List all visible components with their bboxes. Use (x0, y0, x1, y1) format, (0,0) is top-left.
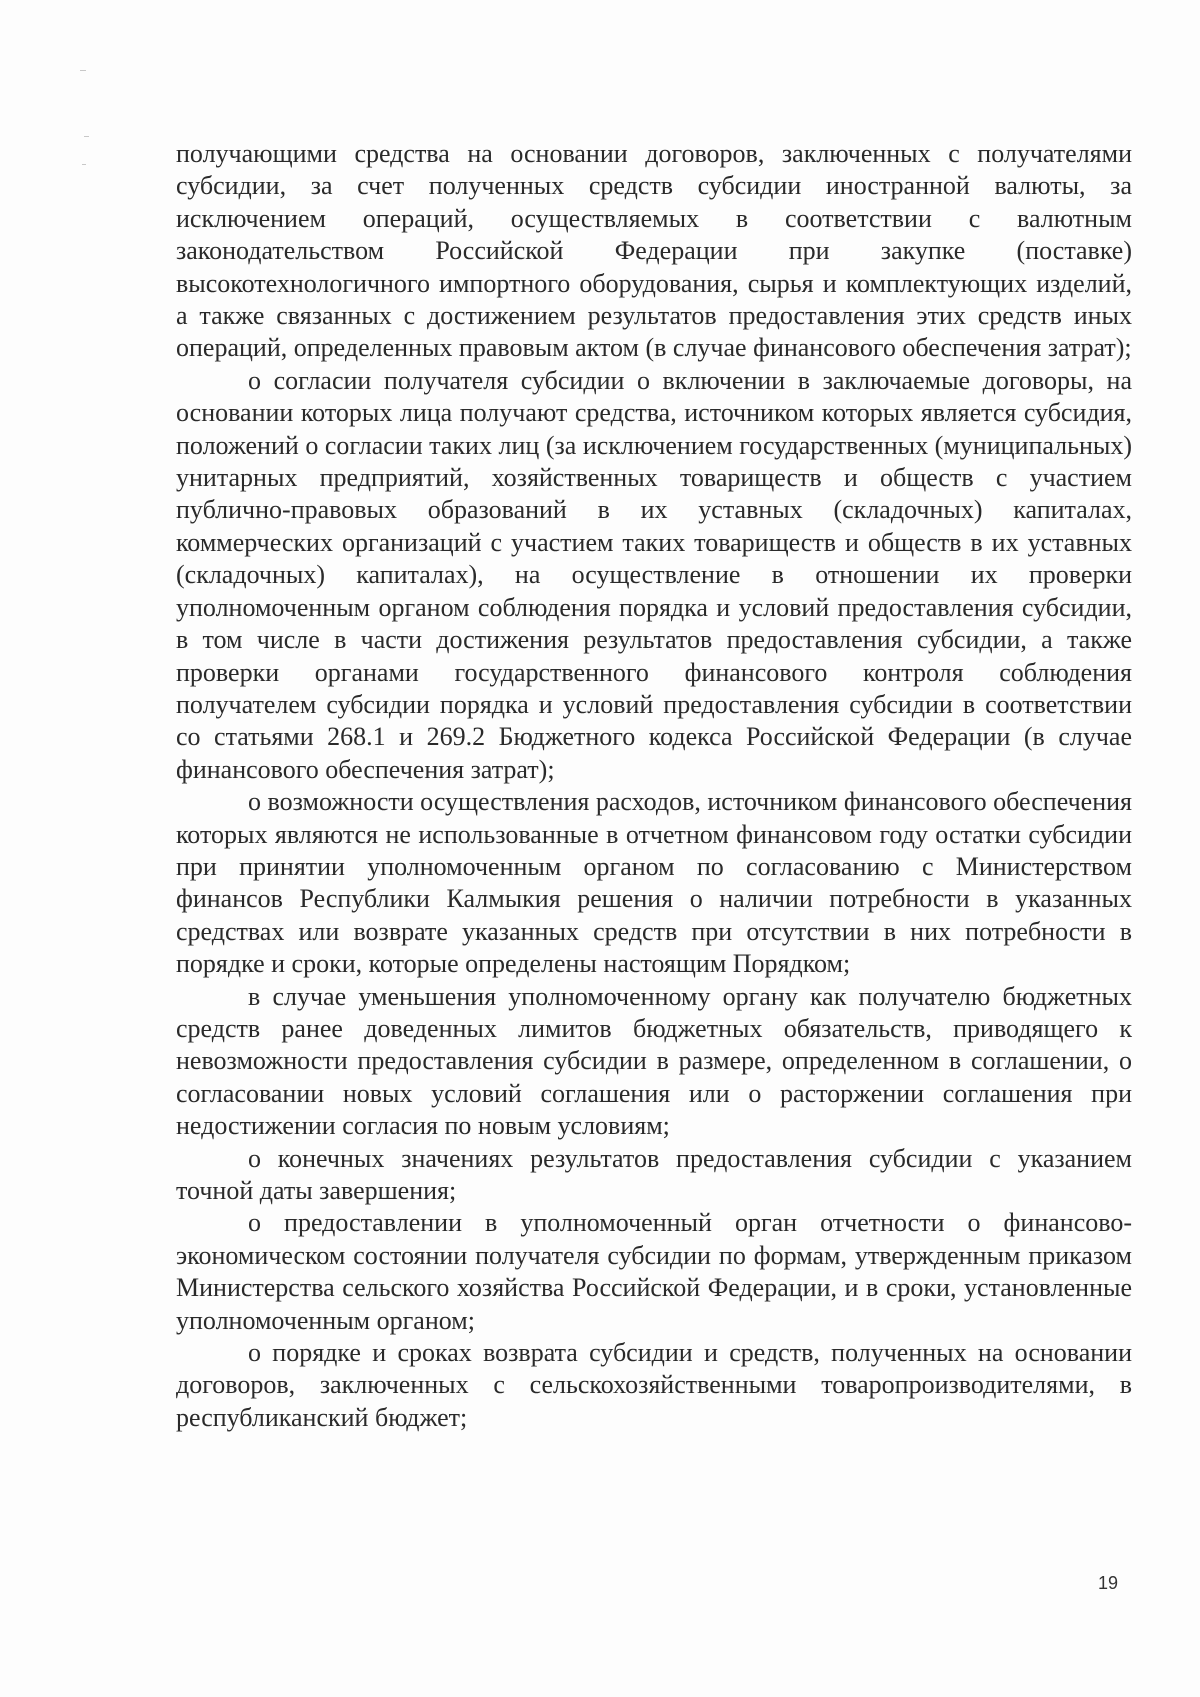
document-body (176, 138, 1132, 1434)
paragraph-6: о предоставлении в уполномоченный орган отчетности о финансово-экономическом состоянии получателя субсидии по формам, утвержденным приказом Министерства сельского хозяйства Российской Федерации, и в сроки, установленные уполномоченным органом; (176, 1208, 1132, 1335)
scan-artifact (82, 164, 86, 165)
paragraph-4: в случае уменьшения уполномоченному органу как получателю бюджетных средств ранее доведенных лимитов бюджетных обязательств, приводящего к невозможности предоставления субсидии в размере, определенном в соглашении, о согласовании новых условий соглашения или о расторжении соглашения при недостижении согласия по новым условиям; (176, 981, 1132, 1141)
paragraph-2: о согласии получателя субсидии о включении в заключаемые договоры, на основании которых лица получают средства, источником которых является субсидия, положений о согласии таких лиц (за исключением государственных (муниципальных) унитарных предприятий, хозяйственных товариществ и обществ с участием публично-правовых образований в их уставных (складочных) капиталах, коммерческих организаций с участием таких товариществ и обществ в их уставных (складочных) капиталах), на осуществление в отношении их проверки уполномоченным органом соблюдения порядка и условий предоставления субсидии, в том числе в части достижения результатов предоставления субсидии, а также проверки органами государственного финансового контроля соблюдения получателем субсидии порядка и условий предоставления субсидии в соответствии со статьями 268.1 и 269.2 Бюджетного кодекса Российской Федерации (в случае финансового обеспечения затрат); (176, 365, 1132, 784)
paragraph-3: о возможности осуществления расходов, источником финансового обеспечения которых являются не использованные в отчетном финансовом году остатки субсидии при принятии уполномоченным органом по согласованию с Министерством финансов Республики Калмыкия решения о наличии потребности в указанных средствах или возврате указанных средств при отсутствии в них потребности в порядке и сроки, которые определены настоящим Порядком; (176, 787, 1132, 979)
paragraph-1: получающими средства на основании договоров, заключенных с получателями субсидии, за счет полученных средств субсидии иностранной валюты, за исключением операций, осуществляемых в соответствии с валютным законодательством Российской Федерации при закупке (поставке) высокотехнологичного импортного оборудования, сырья и комплектующих изделий, а также связанных с достижением результатов предоставления этих средств иных операций, определенных правовым актом (в случае финансового обеспечения затрат); (176, 139, 1132, 363)
scan-artifact (80, 70, 86, 71)
paragraph-5: о конечных значениях результатов предоставления субсидии с указанием точной даты завершения; (176, 1143, 1132, 1205)
page-number: 19 (1098, 1573, 1119, 1593)
scan-artifact (84, 136, 89, 137)
paragraph-7: о порядке и сроках возврата субсидии и средств, полученных на основании договоров, заключенных с сельскохозяйственными товаропроизводителями, в республиканский бюджет; (176, 1338, 1132, 1432)
